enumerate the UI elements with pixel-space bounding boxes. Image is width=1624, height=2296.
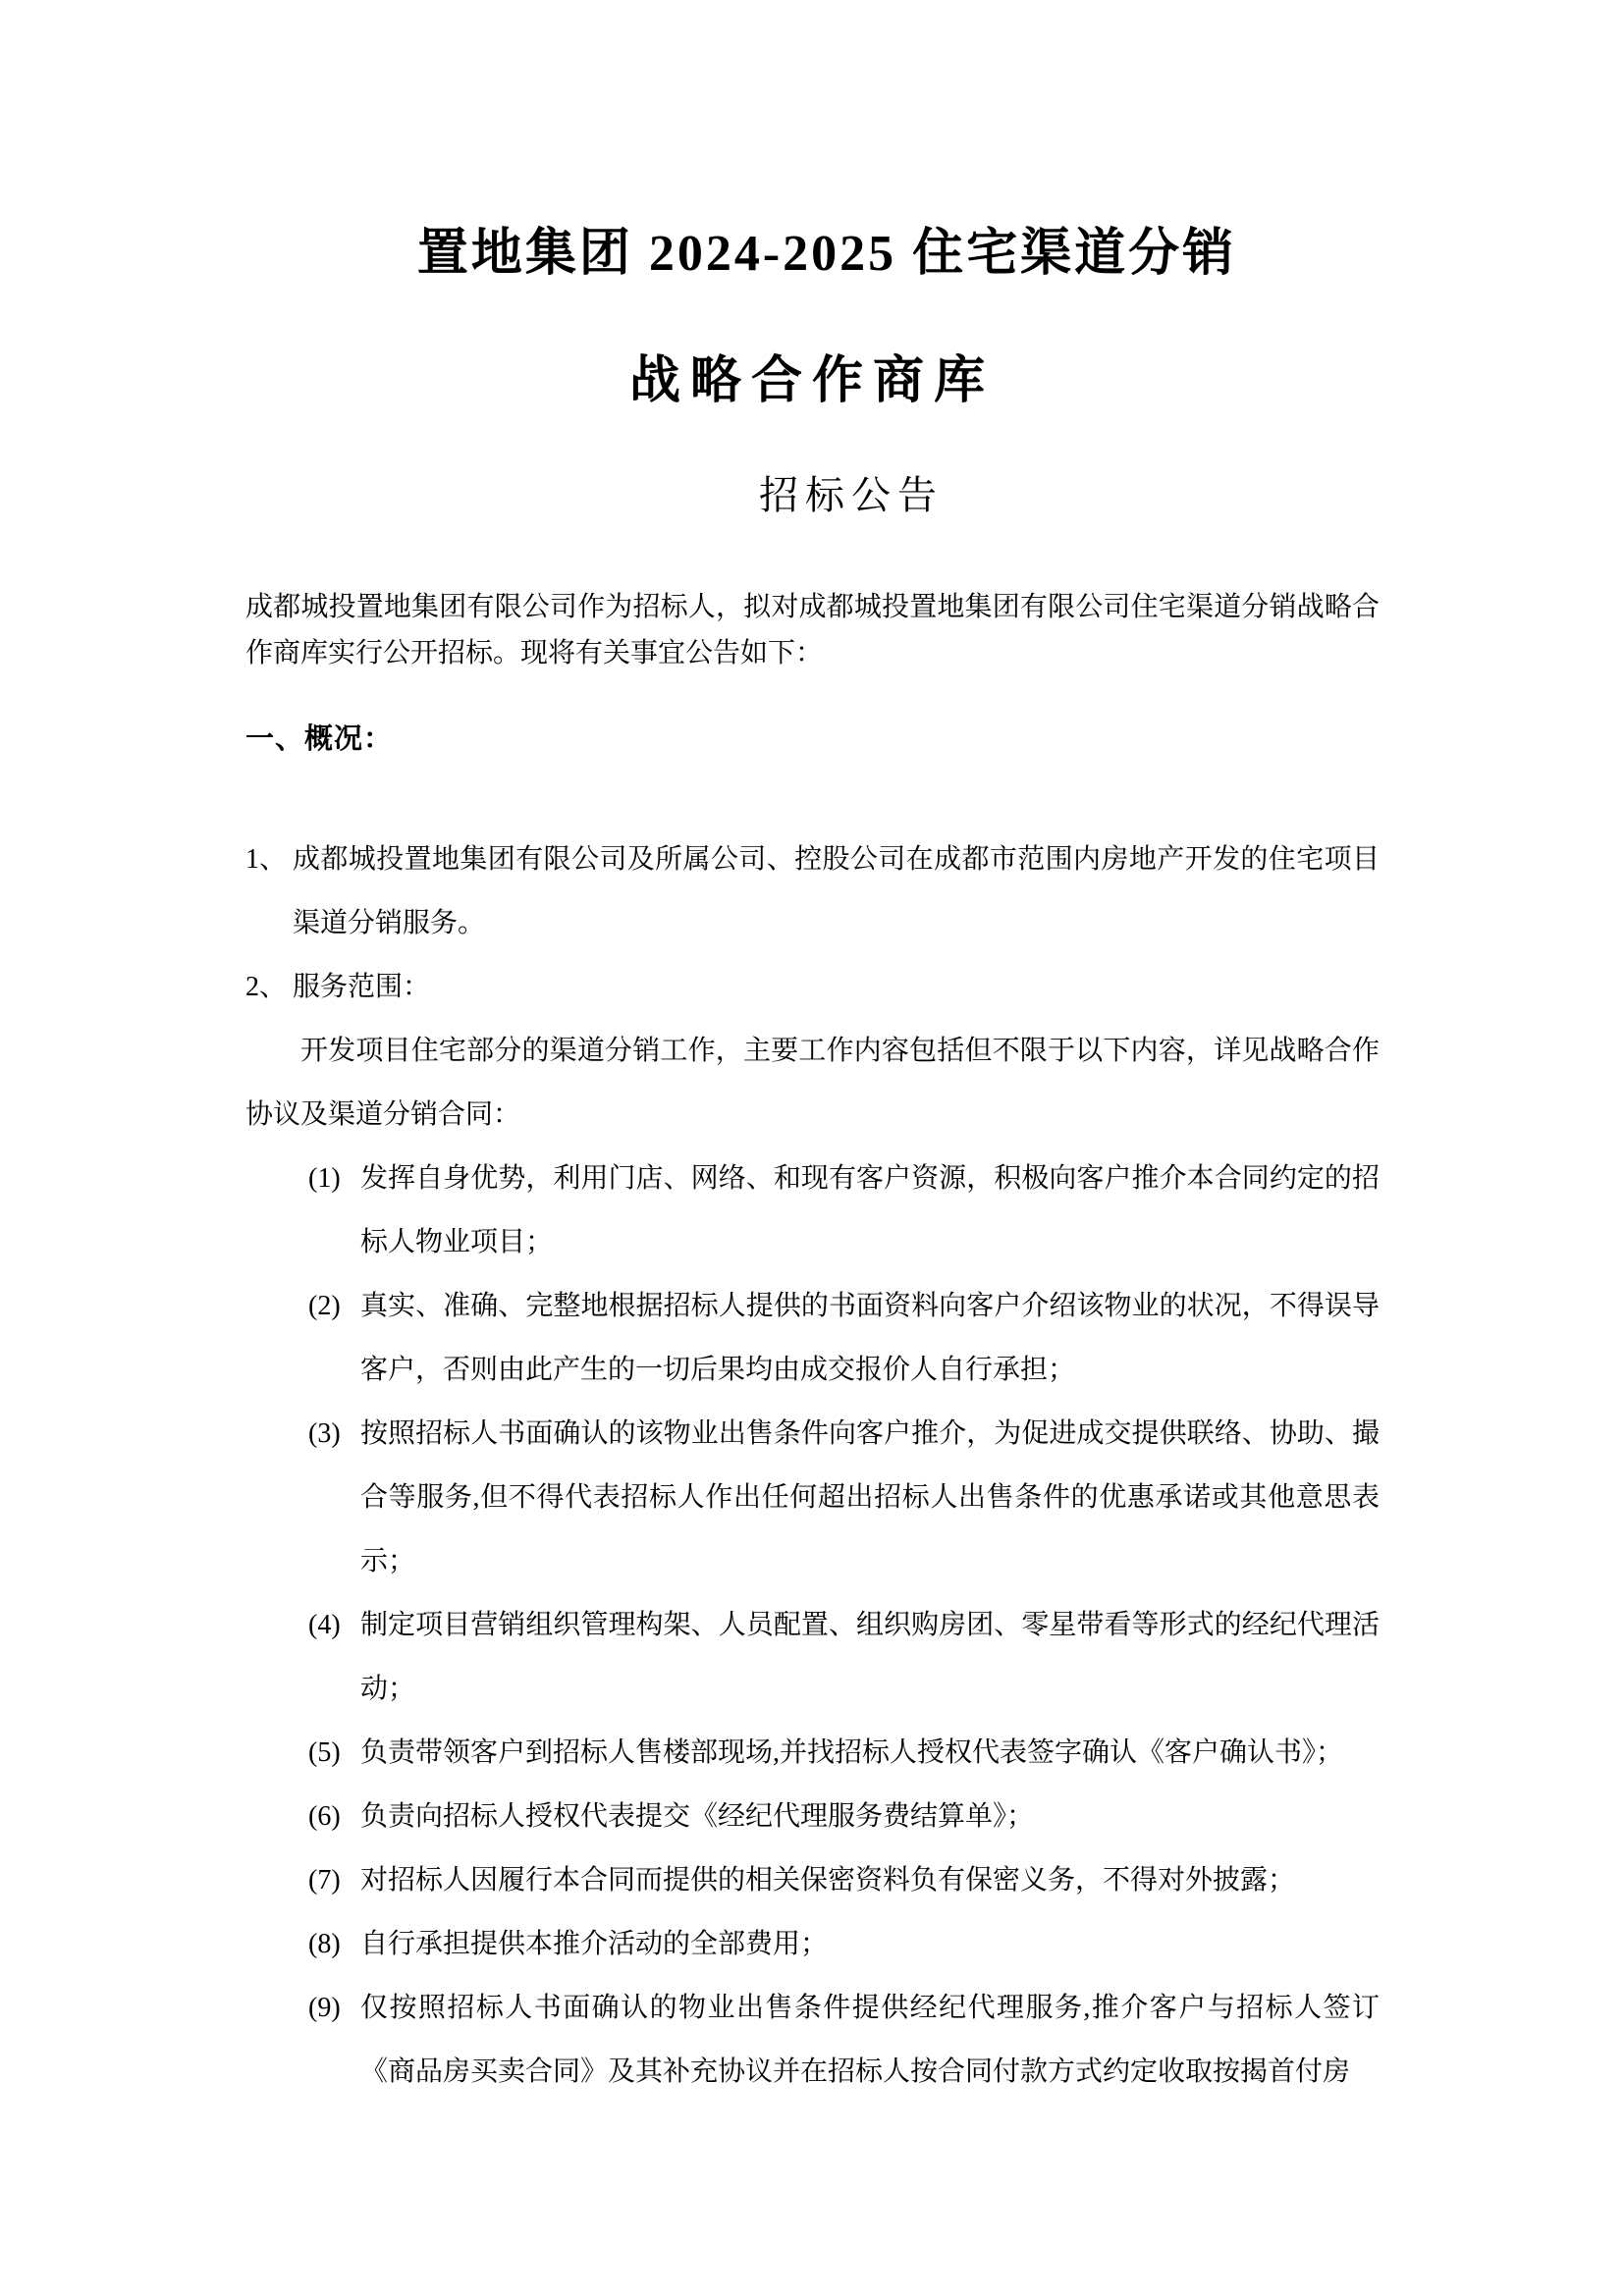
item-text: 按照招标人书面确认的该物业出售条件向客户推介，为促进成交提供联络、协助、撮合等服务,但不得代表招标人作出任何超出招标人出售条件的优惠承诺或其他意思表示；	[360, 1418, 1380, 1576]
section-heading: 一、概况：	[245, 723, 394, 755]
list-item	[308, 1912, 1380, 1976]
document-subtitle: 招标公告	[759, 473, 944, 517]
document-title-line-1: 置地集团 2024-2025 住宅渠道分销	[416, 226, 1237, 282]
list-item	[245, 955, 1380, 1019]
item-marker: 2、	[245, 972, 288, 1002]
list-item	[308, 1402, 1380, 1593]
item-marker: (9)	[308, 1993, 341, 2023]
item-marker: (4)	[308, 1610, 341, 1640]
document-title-line-2: 战略合作商库	[628, 353, 995, 409]
list-item	[308, 1147, 1380, 1274]
item-text: 负责带领客户到招标人售楼部现场,并找招标人授权代表签字确认《客户确认书》；	[360, 1737, 1344, 1768]
item-text: 服务范围：	[293, 972, 431, 1002]
intro-paragraph: 成都城投置地集团有限公司作为招标人，拟对成都城投置地集团有限公司住宅渠道分销战略合作商库实行公开招标。现将有关事宜公告如下：	[245, 592, 1380, 668]
list-item	[308, 1976, 1380, 2104]
item-text: 对招标人因履行本合同而提供的相关保密资料负有保密义务，不得对外披露；	[360, 1865, 1296, 1896]
list-item	[308, 1274, 1380, 1402]
item-text: 仅按照招标人书面确认的物业出售条件提供经纪代理服务,推介客户与招标人签订《商品房买卖合同》及其补充协议并在招标人按合同付款方式约定收取按揭首付房	[360, 1993, 1380, 2087]
item-marker: (3)	[308, 1418, 341, 1449]
item-text: 成都城投置地集团有限公司及所属公司、控股公司在成都市范围内房地产开发的住宅项目渠道分销服务。	[293, 844, 1380, 938]
item-text: 负责向招标人授权代表提交《经纪代理服务费结算单》；	[360, 1801, 1035, 1832]
item-marker: (2)	[308, 1291, 341, 1321]
item-text: 真实、准确、完整地根据招标人提供的书面资料向客户介绍该物业的状况，不得误导客户，否则由此产生的一切后果均由成交报价人自行承担；	[360, 1291, 1380, 1385]
item-marker: (1)	[308, 1163, 341, 1194]
list-item	[308, 1721, 1380, 1785]
item-text: 发挥自身优势，利用门店、网络、和现有客户资源，积极向客户推介本合同约定的招标人物业项目；	[360, 1163, 1380, 1257]
scope-intro-paragraph: 开发项目住宅部分的渠道分销工作，主要工作内容包括但不限于以下内容，详见战略合作协议及渠道分销合同：	[245, 1036, 1380, 1130]
item-marker: 1、	[245, 844, 288, 875]
list-item	[308, 1785, 1380, 1848]
section-list	[245, 828, 1380, 2104]
item-text: 自行承担提供本推介活动的全部费用；	[360, 1929, 829, 1959]
item-text: 制定项目营销组织管理构架、人员配置、组织购房团、零星带看等形式的经纪代理活动；	[360, 1610, 1380, 1704]
item-marker: (5)	[308, 1737, 341, 1768]
item-marker: (7)	[308, 1865, 341, 1896]
list-item	[308, 1593, 1380, 1721]
document-body	[245, 584, 1380, 2104]
item-marker: (8)	[308, 1929, 341, 1959]
item-marker: (6)	[308, 1801, 341, 1832]
list-item	[308, 1848, 1380, 1912]
list-item	[245, 828, 1380, 955]
